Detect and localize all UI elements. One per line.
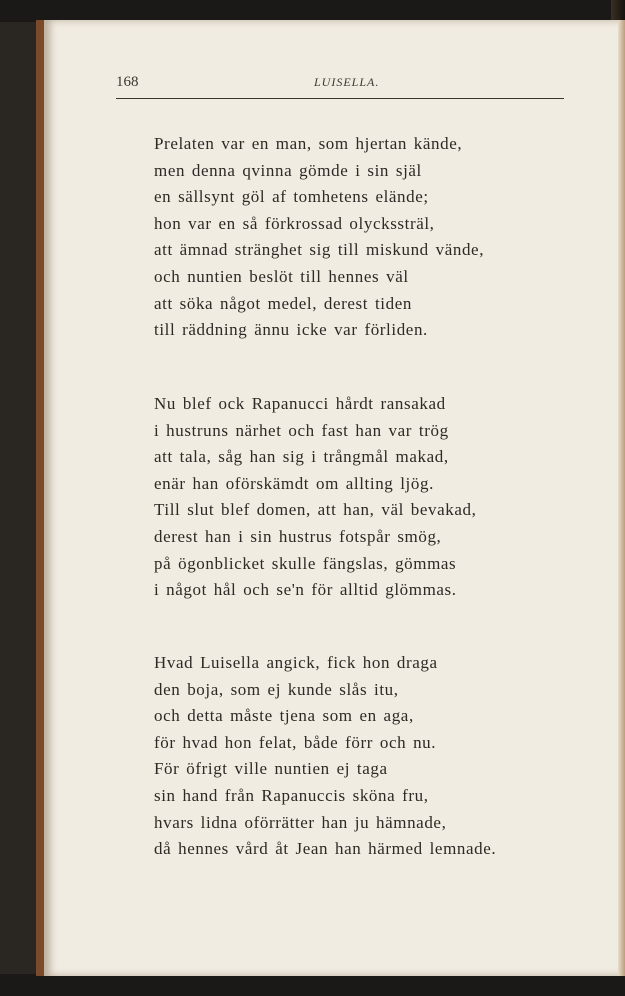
poem-line: För öfrigt ville nuntien ej taga <box>154 759 388 779</box>
poem-line: hon var en så förkrossad olyckssträl, <box>154 213 435 233</box>
stanza-3 <box>154 650 574 863</box>
poem-line: för hvad hon felat, både förr och nu. <box>154 732 437 752</box>
poem-line: Prelaten var en man, som hjertan kände, <box>154 134 463 153</box>
poem-line: den boja, som ej kunde slås itu, <box>154 679 399 699</box>
page-header <box>116 72 564 99</box>
scan-background-top <box>0 0 625 22</box>
poem-line: sin hand från Rapanuccis sköna fru, <box>154 785 429 805</box>
poem-line: derest han i sin hustrus fotspår smög, <box>154 526 442 546</box>
poem-line: Nu blef ock Rapanucci hårdt ransakad <box>154 394 446 413</box>
poem-line: då hennes vård åt Jean han härmed lemnade. <box>154 839 497 859</box>
poem-line: i hustruns närhet och fast han var trög <box>154 420 449 440</box>
poem-line: och nuntien beslöt till hennes väl <box>154 266 409 286</box>
poem-line: i något hål och se'n för alltid glömmas. <box>154 580 457 600</box>
poem-line: att söka något medel, derest tiden <box>154 293 412 313</box>
poem-line: Till slut blef domen, att han, väl bevakad, <box>154 500 477 520</box>
poem-line: och detta måste tjena som en aga, <box>154 706 414 726</box>
poem-line: en sällsynt göl af tomhetens elände; <box>154 187 429 207</box>
poem-line: Hvad Luisella angick, fick hon draga <box>154 653 438 672</box>
poem-line: enär han oförskämdt om allting ljög. <box>154 473 434 493</box>
stanza-2 <box>154 391 574 604</box>
running-title: LUISELLA. <box>314 75 380 89</box>
poem-line: på ögonblicket skulle fängslas, gömmas <box>154 553 457 573</box>
page-edge <box>618 20 625 976</box>
poem-line: men denna qvinna gömde i sin själ <box>154 160 422 180</box>
page-number: 168 <box>116 74 139 90</box>
poem-line: att tala, såg han sig i trångmål makad, <box>154 447 449 467</box>
scan-background-bottom <box>0 974 625 996</box>
poem-line: hvars lidna oförrätter han ju hämnade, <box>154 812 447 832</box>
poem-line: att ämnad stränghet sig till miskund vände, <box>154 240 485 260</box>
poem-line: till räddning ännu icke var förliden. <box>154 320 428 340</box>
stanza-1 <box>154 131 574 344</box>
